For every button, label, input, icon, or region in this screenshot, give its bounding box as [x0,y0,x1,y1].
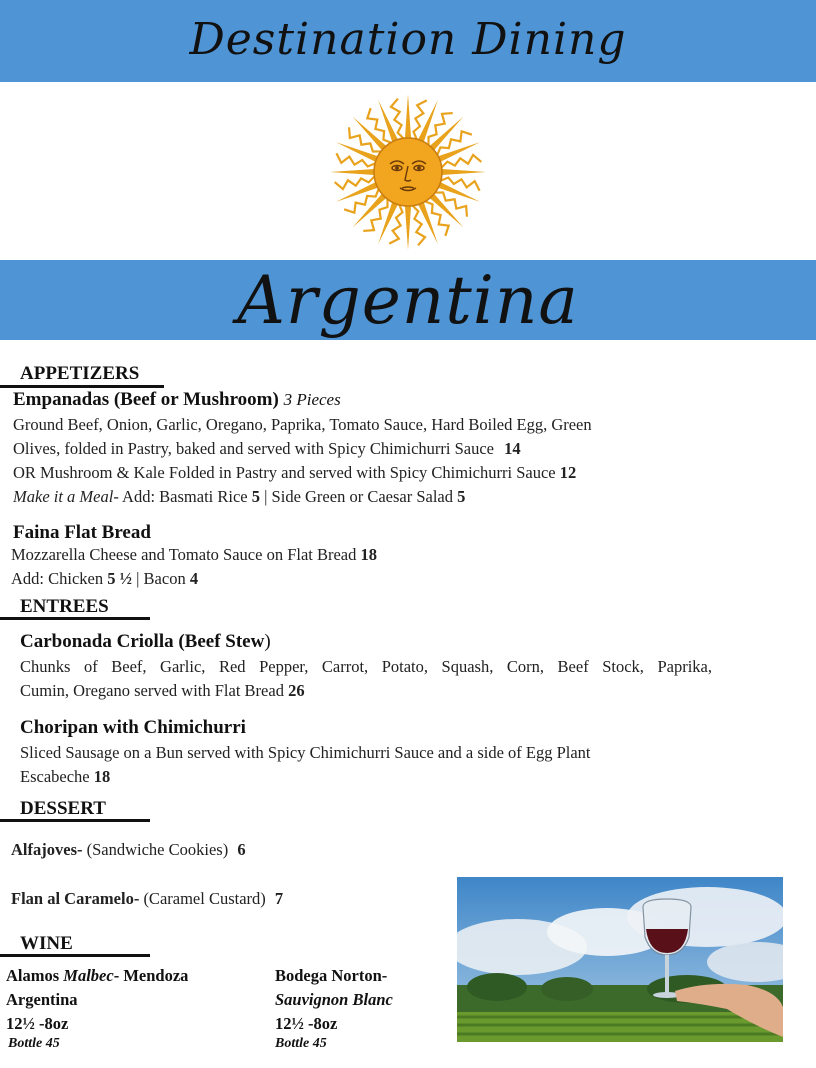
item-alfajores [11,840,246,860]
item-desc: Chunks of Beef, Garlic, Red Pepper, Carrot, Potato, Squash, Corn, Beef Stock, Paprika, [20,657,712,676]
item-price: 5 [251,487,260,506]
section-heading-appetizers: APPETIZERS [20,363,140,384]
addon-label: | Bacon [136,569,186,588]
page-title: Destination Dining [189,14,627,65]
sun-of-may-icon [326,90,490,254]
item-price: 5 ½ [107,569,132,588]
sun-face [374,138,442,206]
item-faina: Faina Flat Bread [13,522,151,543]
wine-norton-bottle: Bottle 45 [275,1036,327,1051]
item-price: 6 [237,840,246,859]
item-desc: Ground Beef, Onion, Garlic, Oregano, Paprika, Tomato Sauce, Hard Boiled Egg, Green [13,415,592,434]
wine-norton-glass: 12½ -8oz [275,1014,338,1033]
meal-label: Make it a Meal [13,487,114,506]
item-desc-text: (Caramel Custard) [139,889,266,908]
sun-ray [353,117,386,150]
section-rule [0,819,150,822]
sun-ray [442,169,486,175]
item-desc-text: (Sandwiche Cookies) [82,840,229,859]
item-desc-text: Olives, folded in Pastry, baked and served with Spicy Chimichurri Sauce [13,439,494,458]
item-name: Empanadas (Beef or Mushroom) [13,389,279,410]
sun-ray [330,169,374,175]
section-heading-entrees: ENTREES [20,596,109,617]
item-flan [11,889,283,909]
item-price: 4 [189,569,199,588]
item-price: 26 [288,681,305,700]
item-name-paren: ) [264,631,271,652]
item-desc-text: Escabeche [20,767,90,786]
wine-alamos-region: Argentina [6,990,78,1009]
item-desc: Sliced Sausage on a Bun served with Spicy Chimichurri Sauce and a side of Egg Plant [20,743,591,762]
item-price: 18 [93,767,111,786]
addon-label: Add: Chicken [11,569,104,588]
item-desc [13,463,576,483]
section-heading-dessert: DESSERT [20,798,106,819]
item-price: 7 [274,889,284,908]
item-price: 5 [457,487,466,506]
wine-name-pre: Alamos [6,966,64,985]
item-price: 12 [559,463,577,482]
item-addon [11,569,198,589]
item-name: Carbonada Criolla (Beef Stew [20,631,265,652]
wine-varietal: Malbec [63,966,114,985]
item-desc [13,439,521,459]
wine-name-post: - Mendoza [113,966,189,985]
item-price: 18 [360,545,378,564]
section-heading-wine: WINE [20,933,73,954]
wine-norton-varietal: Sauvignon Blanc [275,990,393,1009]
item-carbonada [20,631,271,653]
wine-glass-vineyard-image [457,877,783,1042]
item-price: 14 [504,439,521,458]
item-name: Flan al Caramelo- [11,889,140,908]
country-title: Argentina [237,262,579,339]
item-desc [20,767,110,787]
sun-ray [405,94,411,138]
item-desc-text: Mozzarella Cheese and Tomato Sauce on Flat Bread [11,545,357,564]
wine-alamos-bottle: Bottle 45 [8,1036,60,1051]
wine-norton-name: Bodega Norton- [275,966,388,985]
sun-ray [353,194,386,227]
meal-addon [13,487,465,507]
wine-alamos-name [6,966,188,986]
sun-ray [405,206,411,250]
section-rule [0,617,150,620]
section-rule [0,385,164,388]
meal-add-text: - Add: Basmati Rice [113,487,248,506]
item-desc-text: OR Mushroom & Kale Folded in Pastry and served with Spicy Chimichurri Sauce [13,463,556,482]
item-desc-text: Cumin, Oregano served with Flat Bread [20,681,284,700]
sun-ray [430,194,463,227]
meal-salad-text: | Side Green or Caesar Salad [264,487,453,506]
sun-ray [430,117,463,150]
wine-alamos-glass: 12½ -8oz [6,1014,69,1033]
item-desc [11,545,377,565]
item-name: Alfajoves- [11,840,83,859]
item-note: 3 Pieces [283,390,341,409]
item-desc [20,681,305,701]
section-rule [0,954,150,957]
item-empanadas [13,389,341,411]
item-choripan: Choripan with Chimichurri [20,717,246,738]
